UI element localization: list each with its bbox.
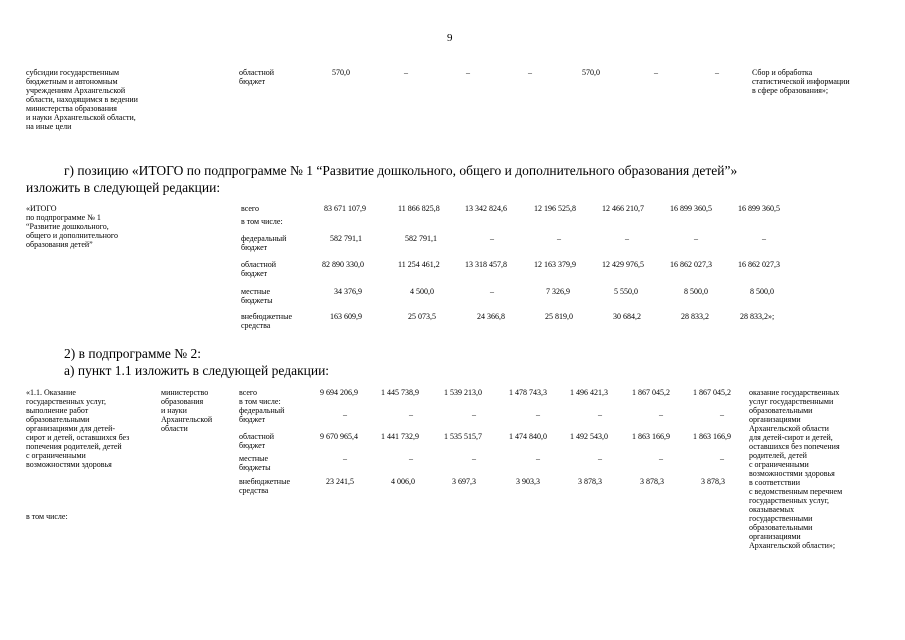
cell: 24 366,8 (477, 312, 505, 321)
cell: – (343, 454, 347, 463)
cell: 4 500,0 (410, 287, 434, 296)
item-result: оказание государственных услуг государственными образовательными организациями Архангельской области для детей-сирот и детей, оставшихся без попечения родителей, детей с ограниченными возможностями здоровья в соответствии с ведомственным перечнем государственных услуг, оказываемых государственными образовательными организациями Архангельской области»; (749, 388, 843, 550)
cell: 582 791,1 (405, 234, 437, 243)
cell: 16 899 360,5 (738, 204, 780, 213)
cell: 3 697,3 (452, 477, 476, 486)
cell: – (720, 410, 724, 419)
itogo-title: «ИТОГО по подпрограмме № 1 “Развитие дошкольного, общего и дополнительного образования детей” (26, 204, 118, 249)
cell: 28 833,2 (681, 312, 709, 321)
item-executor: министерство образования и науки Архангельской области (161, 388, 213, 433)
cell: 12 466 210,7 (602, 204, 644, 213)
cell: – (528, 68, 532, 77)
cell: – (490, 287, 494, 296)
cell: 8 500,0 (750, 287, 774, 296)
cell: 1 478 743,3 (509, 388, 547, 397)
cell: – (694, 234, 698, 243)
cell: 582 791,1 (330, 234, 362, 243)
cell: – (472, 410, 476, 419)
item-description: «1.1. Оказание государственных услуг, выполнение работ образовательными организациями для детей- сирот и детей, оставшихся без попечения родителей, детей с ограниченными возможностями здоровья (26, 388, 130, 469)
page-number: 9 (447, 32, 453, 44)
cell: 9 694 206,9 (320, 388, 358, 397)
item-label: местные бюджеты (239, 454, 271, 472)
cell: 82 890 330,0 (322, 260, 364, 269)
cell: – (409, 454, 413, 463)
cell: 1 474 840,0 (509, 432, 547, 441)
cell: 3 878,3 (701, 477, 725, 486)
cell: 5 550,0 (614, 287, 638, 296)
cell: 12 196 525,8 (534, 204, 576, 213)
item-label: внебюджетные средства (239, 477, 290, 495)
row-source: областной бюджет (239, 68, 275, 86)
cell: 1 539 213,0 (444, 388, 482, 397)
cell: 8 500,0 (684, 287, 708, 296)
cell: 28 833,2»; (740, 312, 775, 321)
cell: 30 684,2 (613, 312, 641, 321)
cell: – (557, 234, 561, 243)
cell: 1 863 166,9 (693, 432, 731, 441)
cell: 13 342 824,6 (465, 204, 507, 213)
itogo-label: в том числе: (241, 217, 283, 226)
paragraph-2: 2) в подпрограмме № 2: (64, 346, 202, 361)
item-label: областной бюджет (239, 432, 275, 450)
cell: 11 254 461,2 (398, 260, 440, 269)
cell: 7 326,9 (546, 287, 570, 296)
cell: 9 670 965,4 (320, 432, 358, 441)
cell: 1 867 045,2 (632, 388, 670, 397)
itogo-label: местные бюджеты (241, 287, 273, 305)
cell: 163 609,9 (330, 312, 362, 321)
paragraph-g-line2: изложить в следующей редакции: (26, 180, 221, 195)
cell: – (598, 454, 602, 463)
cell: 1 863 166,9 (632, 432, 670, 441)
cell: – (409, 410, 413, 419)
cell: – (762, 234, 766, 243)
cell: 1 535 515,7 (444, 432, 482, 441)
cell: 3 903,3 (516, 477, 540, 486)
cell: – (715, 68, 719, 77)
paragraph-g-line1: г) позицию «ИТОГО по подпрограмме № 1 “Развитие дошкольного, общего и дополнительного образования детей”» (64, 163, 738, 178)
cell: – (625, 234, 629, 243)
cell: – (343, 410, 347, 419)
cell: 1 867 045,2 (693, 388, 731, 397)
row-description: субсидии государственным бюджетным и автономным учреждениям Архангельской области, находящимся в ведении министерства образования и науки Архангельской области, на иные цели (26, 68, 138, 131)
cell: 570,0 (582, 68, 600, 77)
cell: – (598, 410, 602, 419)
cell: 12 429 976,5 (602, 260, 644, 269)
cell: 16 862 027,3 (738, 260, 780, 269)
cell: 16 862 027,3 (670, 260, 712, 269)
cell: 570,0 (332, 68, 350, 77)
item-label: всего (239, 388, 258, 397)
cell: 1 492 543,0 (570, 432, 608, 441)
cell: – (659, 454, 663, 463)
cell: – (490, 234, 494, 243)
cell: 13 318 457,8 (465, 260, 507, 269)
paragraph-a: а) пункт 1.1 изложить в следующей редакции: (64, 363, 330, 378)
cell: 25 819,0 (545, 312, 573, 321)
cell: 23 241,5 (326, 477, 354, 486)
cell: – (536, 410, 540, 419)
cell: 83 671 107,9 (324, 204, 366, 213)
cell: 34 376,9 (334, 287, 362, 296)
cell: – (720, 454, 724, 463)
cell: – (659, 410, 663, 419)
cell: 1 496 421,3 (570, 388, 608, 397)
itogo-label: всего (241, 204, 260, 213)
cell: 11 866 825,8 (398, 204, 440, 213)
cell: 1 445 738,9 (381, 388, 419, 397)
item-including-label: в том числе: (26, 512, 68, 521)
cell: 16 899 360,5 (670, 204, 712, 213)
item-label: в том числе: федеральный бюджет (239, 397, 285, 424)
cell: 25 073,5 (408, 312, 436, 321)
cell: – (472, 454, 476, 463)
cell: 4 006,0 (391, 477, 415, 486)
row-result: Сбор и обработка статистической информации в сфере образования»; (752, 68, 850, 95)
cell: – (654, 68, 658, 77)
cell: 3 878,3 (578, 477, 602, 486)
itogo-label: федеральный бюджет (241, 234, 287, 252)
itogo-label: областной бюджет (241, 260, 277, 278)
cell: – (466, 68, 470, 77)
cell: 12 163 379,9 (534, 260, 576, 269)
cell: – (404, 68, 408, 77)
cell: – (536, 454, 540, 463)
itogo-label: внебюджетные средства (241, 312, 292, 330)
cell: 1 441 732,9 (381, 432, 419, 441)
cell: 3 878,3 (640, 477, 664, 486)
